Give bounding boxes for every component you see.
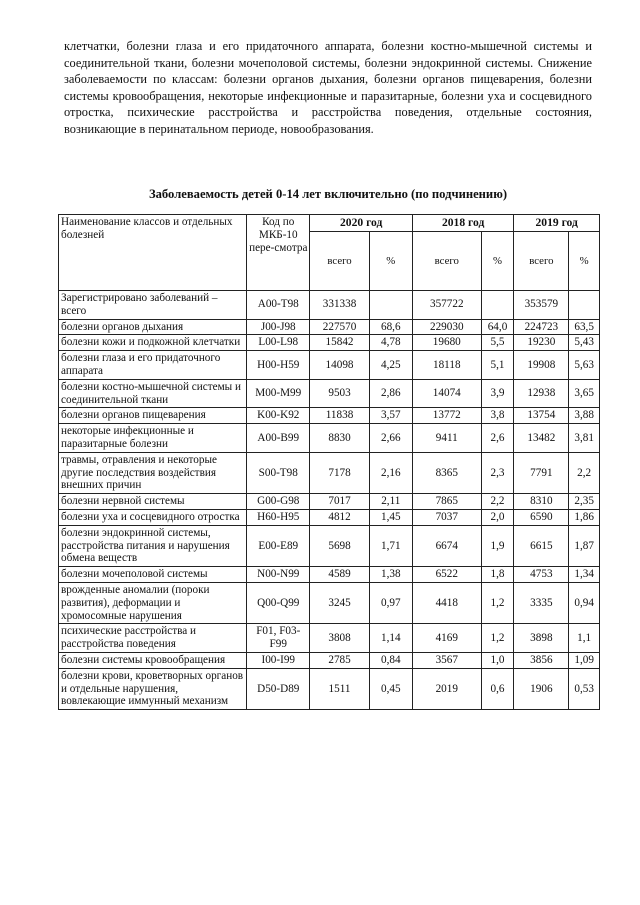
row-percent-2020-cell: 1,14 xyxy=(369,624,412,653)
row-code-cell: G00-G98 xyxy=(247,494,310,510)
row-percent-2019-cell: 0,53 xyxy=(569,668,600,709)
row-total-2018-cell: 9411 xyxy=(412,424,481,453)
row-name-cell: болезни эндокринной системы, расстройства питания и нарушения обмена веществ xyxy=(59,525,247,566)
row-percent-2020-cell: 68,6 xyxy=(369,319,412,335)
row-percent-2018-cell: 2,3 xyxy=(481,452,514,493)
table-row xyxy=(59,291,600,320)
table-row xyxy=(59,624,600,653)
row-percent-2018-cell: 3,8 xyxy=(481,408,514,424)
row-total-2020-cell: 4812 xyxy=(310,509,369,525)
row-code-cell: M00-M99 xyxy=(247,379,310,408)
row-percent-2018-cell xyxy=(481,291,514,320)
row-total-2018-cell: 357722 xyxy=(412,291,481,320)
row-percent-2019-cell: 5,63 xyxy=(569,351,600,380)
row-total-2018-cell: 7037 xyxy=(412,509,481,525)
row-percent-2019-cell: 0,94 xyxy=(569,582,600,623)
row-total-2019-cell: 224723 xyxy=(514,319,569,335)
row-total-2020-cell: 331338 xyxy=(310,291,369,320)
row-total-2020-cell: 2785 xyxy=(310,652,369,668)
row-total-2020-cell: 11838 xyxy=(310,408,369,424)
row-total-2019-cell: 8310 xyxy=(514,494,569,510)
row-percent-2018-cell: 2,6 xyxy=(481,424,514,453)
row-percent-2020-cell: 0,84 xyxy=(369,652,412,668)
intro-paragraph: клетчатки, болезни глаза и его придаточного аппарата, болезни костно-мышечной системы и соединительной ткани, болезни мочеполовой системы, болезни эндокринной системы. Снижение заболеваемости по классам: болезни органов дыхания, болезни органов пищеварения, болезни системы кровообращения, некоторые инфекционные и паразитарные, болезни уха и сосцевидного отростка, психические расстройства и расстройства поведения, отдельные состояния, возникающие в перинатальном периоде, новообразования. xyxy=(64,39,592,136)
row-code-cell: A00-B99 xyxy=(247,424,310,453)
row-percent-2020-cell: 3,57 xyxy=(369,408,412,424)
row-code-cell: E00-E89 xyxy=(247,525,310,566)
row-total-2019-cell: 353579 xyxy=(514,291,569,320)
row-total-2020-cell: 7178 xyxy=(310,452,369,493)
row-percent-2019-cell: 3,88 xyxy=(569,408,600,424)
table-row xyxy=(59,494,600,510)
row-total-2020-cell: 9503 xyxy=(310,379,369,408)
table-row xyxy=(59,567,600,583)
row-total-2019-cell: 13482 xyxy=(514,424,569,453)
row-name-cell: Зарегистрировано заболеваний – всего xyxy=(59,291,247,320)
row-total-2020-cell: 3245 xyxy=(310,582,369,623)
row-total-2019-cell: 7791 xyxy=(514,452,569,493)
row-code-cell: D50-D89 xyxy=(247,668,310,709)
row-total-2019-cell: 19908 xyxy=(514,351,569,380)
row-total-2020-cell: 3808 xyxy=(310,624,369,653)
row-name-cell: болезни мочеполовой системы xyxy=(59,567,247,583)
table-row xyxy=(59,408,600,424)
row-percent-2020-cell: 4,25 xyxy=(369,351,412,380)
row-percent-2020-cell: 1,38 xyxy=(369,567,412,583)
row-total-2019-cell: 4753 xyxy=(514,567,569,583)
table-row xyxy=(59,668,600,709)
row-total-2019-cell: 3898 xyxy=(514,624,569,653)
row-percent-2018-cell: 2,0 xyxy=(481,509,514,525)
header-percent-2020: % xyxy=(369,232,412,291)
row-total-2018-cell: 4169 xyxy=(412,624,481,653)
row-total-2020-cell: 7017 xyxy=(310,494,369,510)
row-name-cell: болезни органов дыхания xyxy=(59,319,247,335)
header-year-2020: 2020 год xyxy=(310,215,412,232)
row-code-cell: I00-I99 xyxy=(247,652,310,668)
row-name-cell: психические расстройства и расстройства поведения xyxy=(59,624,247,653)
row-total-2018-cell: 14074 xyxy=(412,379,481,408)
row-total-2019-cell: 3856 xyxy=(514,652,569,668)
row-total-2020-cell: 5698 xyxy=(310,525,369,566)
row-percent-2019-cell: 2,2 xyxy=(569,452,600,493)
row-code-cell: L00-L98 xyxy=(247,335,310,351)
header-year-2018: 2018 год xyxy=(412,215,513,232)
row-percent-2019-cell: 3,81 xyxy=(569,424,600,453)
row-code-cell: N00-N99 xyxy=(247,567,310,583)
row-percent-2019-cell xyxy=(569,291,600,320)
row-percent-2019-cell: 5,43 xyxy=(569,335,600,351)
row-percent-2020-cell: 2,86 xyxy=(369,379,412,408)
table-row xyxy=(59,424,600,453)
row-percent-2020-cell: 1,71 xyxy=(369,525,412,566)
row-percent-2018-cell: 1,9 xyxy=(481,525,514,566)
row-percent-2020-cell xyxy=(369,291,412,320)
row-total-2018-cell: 2019 xyxy=(412,668,481,709)
row-total-2019-cell: 6615 xyxy=(514,525,569,566)
row-code-cell: H60-H95 xyxy=(247,509,310,525)
row-percent-2020-cell: 2,66 xyxy=(369,424,412,453)
row-code-cell: J00-J98 xyxy=(247,319,310,335)
row-percent-2019-cell: 2,35 xyxy=(569,494,600,510)
row-code-cell: S00-T98 xyxy=(247,452,310,493)
row-total-2020-cell: 227570 xyxy=(310,319,369,335)
row-name-cell: болезни кожи и подкожной клетчатки xyxy=(59,335,247,351)
row-total-2019-cell: 12938 xyxy=(514,379,569,408)
row-total-2018-cell: 6674 xyxy=(412,525,481,566)
row-name-cell: травмы, отравления и некоторые другие последствия воздействия внешних причин xyxy=(59,452,247,493)
row-total-2018-cell: 6522 xyxy=(412,567,481,583)
row-percent-2020-cell: 0,45 xyxy=(369,668,412,709)
morbidity-table xyxy=(58,214,600,710)
row-total-2020-cell: 15842 xyxy=(310,335,369,351)
row-percent-2018-cell: 3,9 xyxy=(481,379,514,408)
table-row xyxy=(59,452,600,493)
table-row xyxy=(59,509,600,525)
table-row xyxy=(59,335,600,351)
row-percent-2019-cell: 1,34 xyxy=(569,567,600,583)
row-percent-2018-cell: 1,2 xyxy=(481,624,514,653)
row-total-2019-cell: 19230 xyxy=(514,335,569,351)
header-code-column: Код по МКБ-10 пере-смотра xyxy=(247,215,310,291)
row-percent-2020-cell: 0,97 xyxy=(369,582,412,623)
header-total-2018: всего xyxy=(412,232,481,291)
table-row xyxy=(59,351,600,380)
table-row xyxy=(59,319,600,335)
row-percent-2018-cell: 1,2 xyxy=(481,582,514,623)
row-percent-2020-cell: 2,16 xyxy=(369,452,412,493)
table-title: Заболеваемость детей 0-14 лет включительно (по подчинению) xyxy=(148,187,508,201)
row-code-cell: Q00-Q99 xyxy=(247,582,310,623)
table-row xyxy=(59,582,600,623)
row-percent-2019-cell: 1,86 xyxy=(569,509,600,525)
row-total-2018-cell: 7865 xyxy=(412,494,481,510)
row-total-2018-cell: 229030 xyxy=(412,319,481,335)
row-total-2019-cell: 1906 xyxy=(514,668,569,709)
header-percent-2018: % xyxy=(481,232,514,291)
row-name-cell: некоторые инфекционные и паразитарные болезни xyxy=(59,424,247,453)
row-name-cell: болезни костно-мышечной системы и соединительной ткани xyxy=(59,379,247,408)
row-total-2020-cell: 1511 xyxy=(310,668,369,709)
row-name-cell: врожденные аномалии (пороки развития), деформации и хромосомные нарушения xyxy=(59,582,247,623)
row-percent-2019-cell: 63,5 xyxy=(569,319,600,335)
table-row xyxy=(59,525,600,566)
row-percent-2018-cell: 1,0 xyxy=(481,652,514,668)
row-percent-2019-cell: 3,65 xyxy=(569,379,600,408)
table-row xyxy=(59,379,600,408)
table-body xyxy=(59,291,600,710)
header-year-2019: 2019 год xyxy=(514,215,600,232)
row-total-2018-cell: 3567 xyxy=(412,652,481,668)
row-percent-2018-cell: 5,1 xyxy=(481,351,514,380)
row-name-cell: болезни нервной системы xyxy=(59,494,247,510)
header-total-2019: всего xyxy=(514,232,569,291)
row-total-2018-cell: 13772 xyxy=(412,408,481,424)
row-name-cell: болезни органов пищеварения xyxy=(59,408,247,424)
row-percent-2018-cell: 1,8 xyxy=(481,567,514,583)
row-total-2018-cell: 18118 xyxy=(412,351,481,380)
row-total-2018-cell: 19680 xyxy=(412,335,481,351)
table-row xyxy=(59,652,600,668)
row-percent-2020-cell: 4,78 xyxy=(369,335,412,351)
row-percent-2020-cell: 1,45 xyxy=(369,509,412,525)
row-total-2020-cell: 8830 xyxy=(310,424,369,453)
row-percent-2020-cell: 2,11 xyxy=(369,494,412,510)
header-name-column: Наименование классов и отдельных болезней xyxy=(59,215,247,291)
row-percent-2018-cell: 2,2 xyxy=(481,494,514,510)
row-percent-2019-cell: 1,87 xyxy=(569,525,600,566)
row-total-2020-cell: 4589 xyxy=(310,567,369,583)
row-total-2018-cell: 4418 xyxy=(412,582,481,623)
row-total-2019-cell: 6590 xyxy=(514,509,569,525)
row-percent-2019-cell: 1,1 xyxy=(569,624,600,653)
row-total-2020-cell: 14098 xyxy=(310,351,369,380)
row-name-cell: болезни уха и сосцевидного отростка xyxy=(59,509,247,525)
row-total-2019-cell: 3335 xyxy=(514,582,569,623)
header-percent-2019: % xyxy=(569,232,600,291)
row-percent-2018-cell: 0,6 xyxy=(481,668,514,709)
row-percent-2018-cell: 5,5 xyxy=(481,335,514,351)
row-name-cell: болезни системы кровообращения xyxy=(59,652,247,668)
row-total-2018-cell: 8365 xyxy=(412,452,481,493)
row-code-cell: A00-T98 xyxy=(247,291,310,320)
row-code-cell: K00-K92 xyxy=(247,408,310,424)
row-code-cell: H00-H59 xyxy=(247,351,310,380)
row-name-cell: болезни глаза и его придаточного аппарата xyxy=(59,351,247,380)
header-total-2020: всего xyxy=(310,232,369,291)
row-code-cell: F01, F03-F99 xyxy=(247,624,310,653)
row-percent-2019-cell: 1,09 xyxy=(569,652,600,668)
row-name-cell: болезни крови, кроветворных органов и отдельные нарушения, вовлекающие иммунный механизм xyxy=(59,668,247,709)
row-percent-2018-cell: 64,0 xyxy=(481,319,514,335)
row-total-2019-cell: 13754 xyxy=(514,408,569,424)
